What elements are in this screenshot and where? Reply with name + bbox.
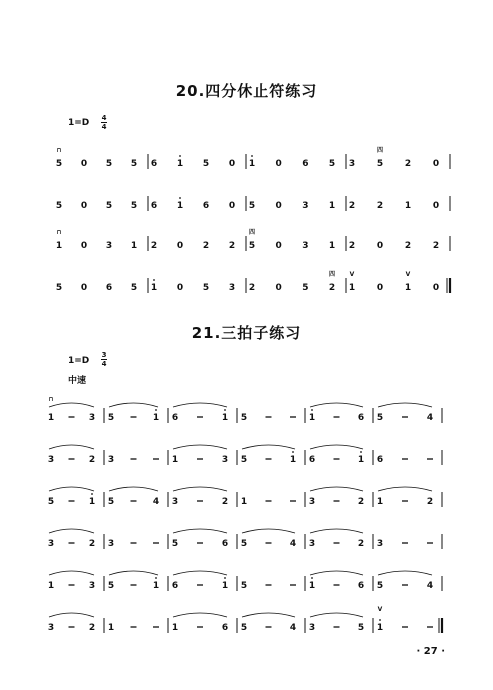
- note: 5: [240, 455, 248, 465]
- note: 0: [376, 283, 384, 293]
- note: 3: [47, 623, 55, 633]
- note: 0: [80, 241, 88, 251]
- slur: [173, 529, 227, 533]
- note: 0: [376, 241, 384, 251]
- note: 1: [328, 241, 336, 251]
- slur: [49, 487, 94, 491]
- note: 1: [240, 497, 248, 507]
- note: 3: [107, 455, 115, 465]
- note: 2: [348, 201, 356, 211]
- note: 5: [130, 159, 138, 169]
- note: 3: [302, 201, 309, 211]
- note: 5: [202, 283, 210, 293]
- note: 5: [202, 159, 210, 169]
- note: 3: [171, 497, 179, 507]
- high-octave-dot: [224, 409, 226, 411]
- slur: [173, 445, 227, 449]
- note: 3: [308, 497, 316, 507]
- note: 1: [152, 581, 160, 591]
- note: 5: [105, 159, 113, 169]
- slur: [242, 445, 295, 449]
- note: 1: [248, 159, 256, 169]
- note: 1: [130, 241, 138, 251]
- note: 2: [426, 497, 434, 507]
- note: 5: [248, 241, 256, 251]
- note: 2: [248, 283, 256, 293]
- note: 6: [308, 455, 316, 465]
- note: 5: [171, 539, 179, 549]
- note: 6: [376, 455, 384, 465]
- note: 1: [47, 413, 55, 423]
- note: 0: [432, 159, 440, 169]
- note: 1: [376, 497, 384, 507]
- high-octave-dot: [153, 279, 155, 281]
- note: 5: [107, 413, 115, 423]
- slur: [173, 487, 227, 491]
- exercise-20-key: 1=D: [68, 118, 90, 128]
- note: 2: [88, 455, 96, 465]
- high-octave-dot: [179, 197, 181, 199]
- note: 5: [357, 623, 365, 633]
- note: 5: [240, 539, 248, 549]
- note: 1: [404, 283, 412, 293]
- note: 1: [348, 283, 356, 293]
- note: 2: [357, 497, 365, 507]
- note: 0: [176, 241, 184, 251]
- slur: [310, 445, 363, 449]
- slur: [310, 487, 363, 491]
- note: 5: [248, 201, 256, 211]
- bowing-mark: ⊓: [56, 147, 62, 154]
- note: 6: [357, 581, 365, 591]
- high-octave-dot: [179, 155, 181, 157]
- bowing-mark: 四: [376, 147, 384, 154]
- slur: [173, 403, 227, 407]
- bowing-mark: 四: [248, 229, 256, 236]
- note: 6: [150, 201, 158, 211]
- note: 4: [289, 623, 297, 633]
- note: 0: [176, 283, 184, 293]
- note: 5: [376, 159, 384, 169]
- note: 0: [275, 159, 282, 169]
- note: 2: [228, 241, 236, 251]
- slur: [242, 613, 295, 617]
- note: 2: [432, 241, 440, 251]
- exercise-21-title: 21.三拍子练习: [191, 324, 302, 342]
- bowing-mark: 四: [328, 271, 336, 278]
- high-octave-dot: [155, 577, 157, 579]
- note: 3: [221, 455, 229, 465]
- bowing-mark: ⊓: [48, 396, 54, 403]
- high-octave-dot: [224, 577, 226, 579]
- time-bottom: 4: [101, 360, 107, 368]
- note: 5: [105, 201, 113, 211]
- note: 5: [240, 581, 248, 591]
- note: 2: [88, 539, 96, 549]
- slur: [310, 529, 363, 533]
- note: 3: [376, 539, 384, 549]
- note: 2: [376, 201, 384, 211]
- note: 5: [47, 497, 55, 507]
- slur: [310, 613, 363, 617]
- note: 1: [221, 413, 229, 423]
- high-octave-dot: [360, 451, 362, 453]
- note: 1: [176, 201, 184, 211]
- note: 6: [221, 623, 229, 633]
- exercise-21-key: 1=D: [68, 356, 90, 366]
- note: 5: [55, 283, 63, 293]
- note: 2: [88, 623, 96, 633]
- note: 3: [308, 539, 316, 549]
- note: 3: [348, 159, 356, 169]
- slur: [173, 571, 227, 575]
- note: 5: [107, 497, 115, 507]
- time-top: 4: [101, 114, 107, 122]
- note: 1: [171, 455, 179, 465]
- slur: [109, 403, 158, 407]
- slur: [378, 571, 432, 575]
- note: 0: [275, 201, 282, 211]
- note: 1: [152, 413, 160, 423]
- note: 1: [47, 581, 55, 591]
- note: 6: [302, 159, 309, 169]
- note: 3: [105, 241, 113, 251]
- note: 6: [150, 159, 158, 169]
- note: 5: [376, 581, 384, 591]
- slur: [109, 487, 158, 491]
- note: 1: [308, 413, 316, 423]
- high-octave-dot: [311, 409, 313, 411]
- note: 6: [171, 413, 179, 423]
- note: 1: [150, 283, 158, 293]
- slur: [109, 571, 158, 575]
- note: 3: [107, 539, 115, 549]
- note: 3: [88, 581, 96, 591]
- high-octave-dot: [91, 493, 93, 495]
- slur: [49, 613, 94, 617]
- note: 5: [328, 159, 336, 169]
- note: 1: [376, 623, 384, 633]
- note: 4: [152, 497, 160, 507]
- time-bottom: 4: [101, 123, 107, 131]
- note: 1: [171, 623, 179, 633]
- slur: [49, 403, 94, 407]
- bowing-mark: V: [349, 271, 355, 278]
- note: 5: [240, 623, 248, 633]
- slur: [378, 403, 432, 407]
- note: 5: [55, 201, 63, 211]
- note: 2: [221, 497, 229, 507]
- note: 2: [357, 539, 365, 549]
- note: 5: [130, 201, 138, 211]
- note: 0: [228, 159, 236, 169]
- bowing-mark: V: [405, 271, 411, 278]
- slur: [310, 571, 363, 575]
- note: 1: [308, 581, 316, 591]
- note: 4: [426, 413, 434, 423]
- note: 5: [107, 581, 115, 591]
- slur: [242, 529, 295, 533]
- note: 0: [80, 201, 88, 211]
- note: 5: [376, 413, 384, 423]
- note: 1: [404, 201, 412, 211]
- slur: [310, 403, 363, 407]
- note: 5: [240, 413, 248, 423]
- high-octave-dot: [155, 409, 157, 411]
- note: 5: [55, 159, 63, 169]
- note: 2: [404, 241, 412, 251]
- note: 3: [302, 241, 309, 251]
- note: 1: [176, 159, 184, 169]
- note: 3: [228, 283, 236, 293]
- note: 2: [348, 241, 356, 251]
- high-octave-dot: [251, 155, 253, 157]
- note: 2: [150, 241, 158, 251]
- note: 4: [426, 581, 434, 591]
- note: 5: [302, 283, 309, 293]
- bowing-mark: ⊓: [56, 229, 62, 236]
- slur: [173, 613, 227, 617]
- time-top: 3: [101, 351, 107, 359]
- note: 4: [289, 539, 297, 549]
- note: 6: [357, 413, 365, 423]
- note: 1: [289, 455, 297, 465]
- note: 0: [80, 283, 88, 293]
- exercise-20-title: 20.四分休止符练习: [175, 82, 318, 100]
- slur: [49, 571, 94, 575]
- slur: [378, 487, 432, 491]
- note: 1: [107, 623, 115, 633]
- slur: [49, 445, 94, 449]
- note: 6: [221, 539, 229, 549]
- page-number: · 27 ·: [416, 646, 445, 657]
- note: 2: [328, 283, 336, 293]
- note: 5: [130, 283, 138, 293]
- note: 0: [228, 201, 236, 211]
- note: 6: [202, 201, 210, 211]
- note: 0: [80, 159, 88, 169]
- note: 1: [55, 241, 63, 251]
- note: 0: [432, 201, 440, 211]
- note: 3: [47, 539, 55, 549]
- note: 2: [202, 241, 210, 251]
- note: 3: [308, 623, 316, 633]
- high-octave-dot: [311, 577, 313, 579]
- note: 2: [404, 159, 412, 169]
- note: 1: [88, 497, 96, 507]
- note: 0: [275, 241, 282, 251]
- note: 3: [88, 413, 96, 423]
- note: 0: [275, 283, 282, 293]
- slur: [49, 529, 94, 533]
- note: 1: [328, 201, 336, 211]
- note: 3: [47, 455, 55, 465]
- high-octave-dot: [379, 619, 381, 621]
- high-octave-dot: [292, 451, 294, 453]
- note: 6: [171, 581, 179, 591]
- note: 0: [432, 283, 440, 293]
- bowing-mark: V: [377, 606, 383, 613]
- note: 1: [221, 581, 229, 591]
- exercise-21-tempo: 中速: [68, 376, 87, 386]
- note: 6: [105, 283, 113, 293]
- note: 1: [357, 455, 365, 465]
